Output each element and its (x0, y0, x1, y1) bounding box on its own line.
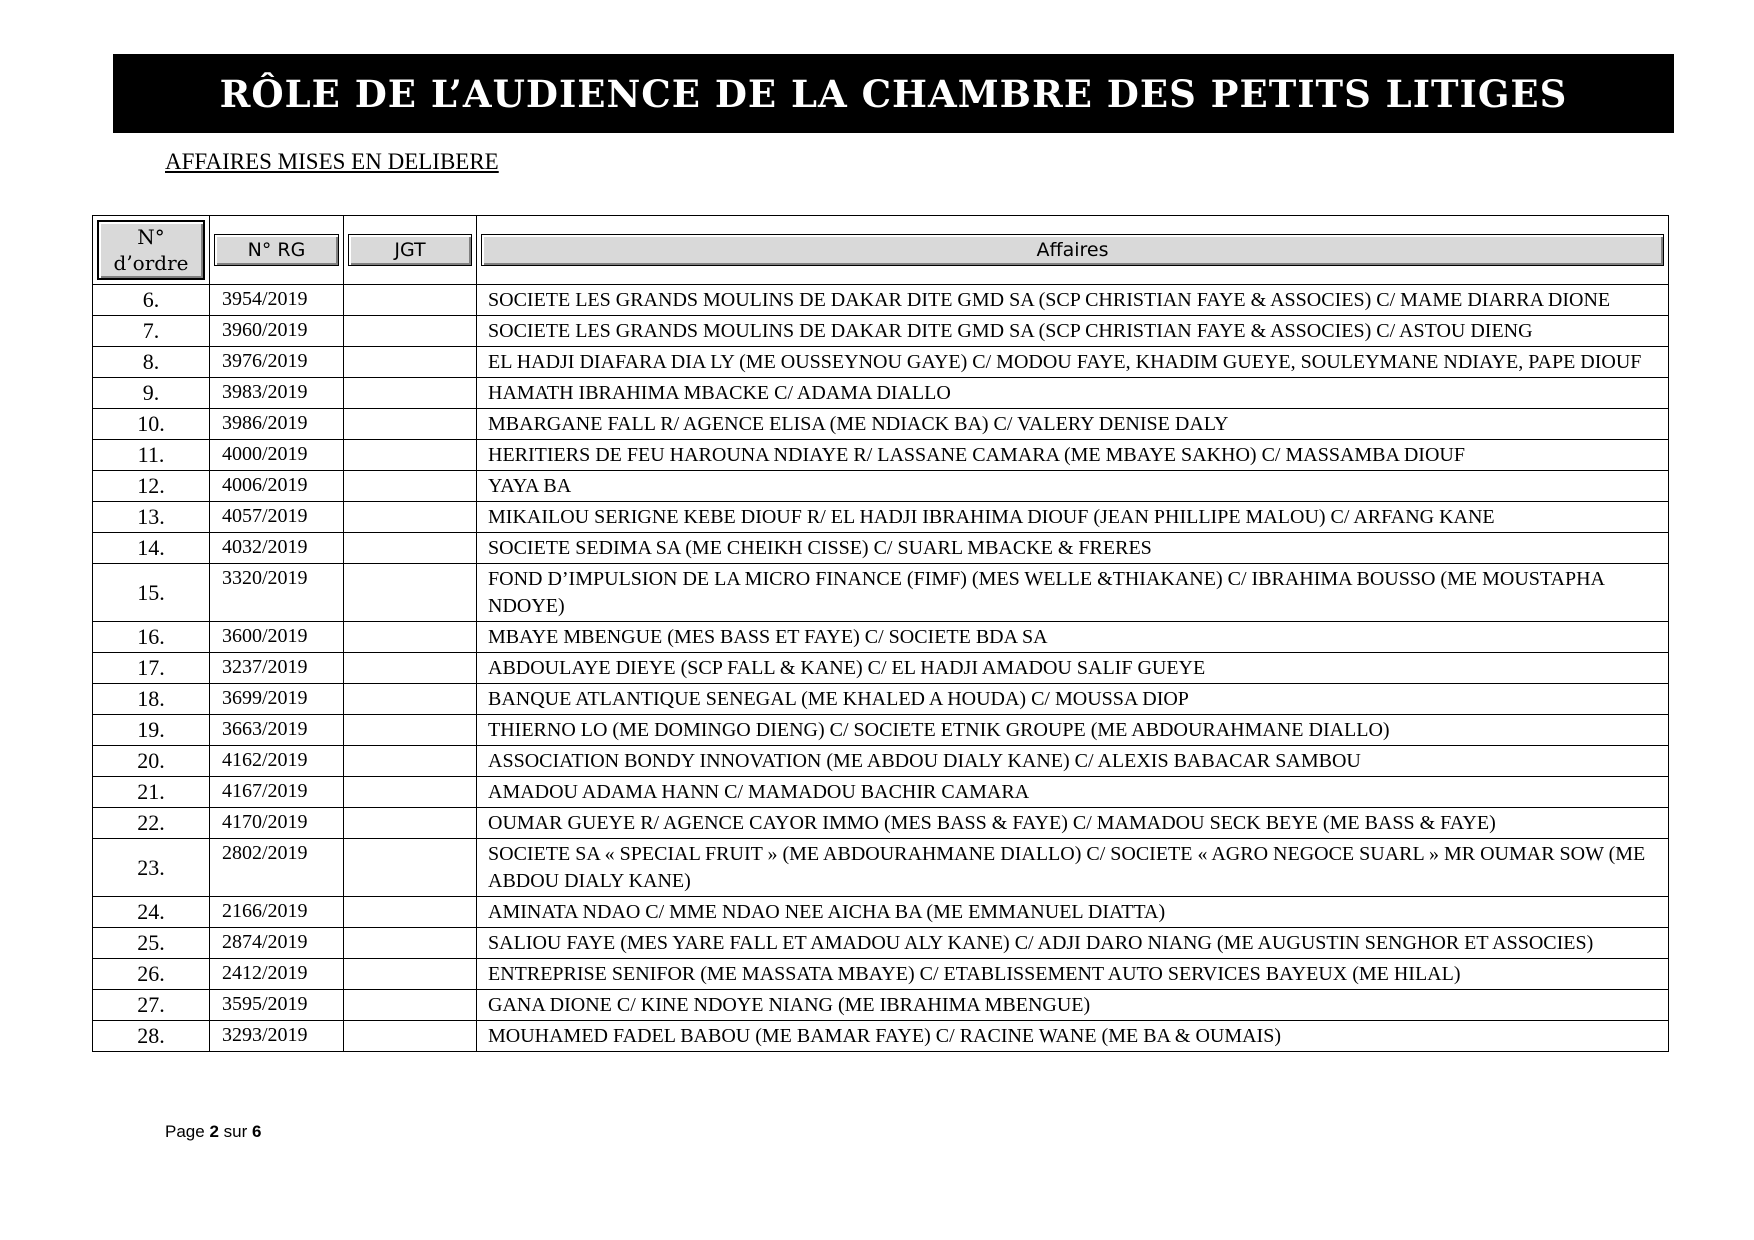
case-jgt (344, 928, 477, 959)
table-row (93, 715, 1669, 746)
case-rg: 3983/2019 (210, 378, 344, 409)
case-rg: 4000/2019 (210, 440, 344, 471)
case-jgt (344, 285, 477, 316)
page-total: 6 (252, 1122, 262, 1141)
case-parties: SOCIETE LES GRANDS MOULINS DE DAKAR DITE GMD SA (SCP CHRISTIAN FAYE & ASSOCIES) C/ MAME DIARRA DIONE (477, 285, 1669, 316)
case-jgt (344, 564, 477, 622)
case-jgt (344, 622, 477, 653)
case-jgt (344, 746, 477, 777)
case-number: 16. (93, 622, 210, 653)
table-row (93, 928, 1669, 959)
case-number: 12. (93, 471, 210, 502)
case-rg: 2166/2019 (210, 897, 344, 928)
case-number: 21. (93, 777, 210, 808)
case-parties: AMINATA NDAO C/ MME NDAO NEE AICHA BA (ME EMMANUEL DIATTA) (477, 897, 1669, 928)
of-label: sur (223, 1122, 248, 1141)
table-row (93, 285, 1669, 316)
case-parties: SALIOU FAYE (MES YARE FALL ET AMADOU ALY KANE) C/ ADJI DARO NIANG (ME AUGUSTIN SENGHOR ET ASSOCIES) (477, 928, 1669, 959)
column-header-ordre: N° d’ordre (97, 220, 205, 280)
case-rg: 4057/2019 (210, 502, 344, 533)
case-number: 20. (93, 746, 210, 777)
case-number: 11. (93, 440, 210, 471)
case-rg: 3293/2019 (210, 1021, 344, 1052)
section-title: AFFAIRES MISES EN DELIBERE (165, 149, 499, 174)
case-rg: 3976/2019 (210, 347, 344, 378)
table-row (93, 316, 1669, 347)
table-row (93, 533, 1669, 564)
header-cell-rg (210, 216, 344, 285)
case-jgt (344, 715, 477, 746)
case-rg: 2874/2019 (210, 928, 344, 959)
page-footer (165, 1122, 261, 1142)
case-rg: 2802/2019 (210, 839, 344, 897)
case-parties: FOND D’IMPULSION DE LA MICRO FINANCE (FIMF) (MES WELLE &THIAKANE) C/ IBRAHIMA BOUSSO (ME MOUSTAPHA NDOYE) (477, 564, 1669, 622)
table-row (93, 808, 1669, 839)
table-row (93, 440, 1669, 471)
case-rg: 3954/2019 (210, 285, 344, 316)
case-number: 22. (93, 808, 210, 839)
case-number: 6. (93, 285, 210, 316)
case-number: 10. (93, 409, 210, 440)
table-row (93, 564, 1669, 622)
case-parties: MBAYE MBENGUE (MES BASS ET FAYE) C/ SOCIETE BDA SA (477, 622, 1669, 653)
table-row (93, 897, 1669, 928)
case-rg: 4032/2019 (210, 533, 344, 564)
case-jgt (344, 378, 477, 409)
case-rg: 4167/2019 (210, 777, 344, 808)
case-number: 8. (93, 347, 210, 378)
case-parties: ABDOULAYE DIEYE (SCP FALL & KANE) C/ EL HADJI AMADOU SALIF GUEYE (477, 653, 1669, 684)
case-jgt (344, 897, 477, 928)
case-jgt (344, 533, 477, 564)
cases-table (92, 215, 1669, 1052)
case-parties: MIKAILOU SERIGNE KEBE DIOUF R/ EL HADJI IBRAHIMA DIOUF (JEAN PHILLIPE MALOU) C/ ARFANG KANE (477, 502, 1669, 533)
case-parties: EL HADJI DIAFARA DIA LY (ME OUSSEYNOU GAYE) C/ MODOU FAYE, KHADIM GUEYE, SOULEYMANE NDIAYE, PAPE DIOUF (477, 347, 1669, 378)
case-rg: 4170/2019 (210, 808, 344, 839)
case-number: 28. (93, 1021, 210, 1052)
column-header-affaires: Affaires (481, 234, 1664, 266)
case-jgt (344, 959, 477, 990)
case-jgt (344, 409, 477, 440)
case-jgt (344, 316, 477, 347)
case-number: 7. (93, 316, 210, 347)
table-header-row (93, 216, 1669, 285)
case-rg: 3663/2019 (210, 715, 344, 746)
table-row (93, 622, 1669, 653)
case-parties: SOCIETE SA « SPECIAL FRUIT » (ME ABDOURAHMANE DIALLO) C/ SOCIETE « AGRO NEGOCE SUARL » MR OUMAR SOW (ME ABDOU DIALY KANE) (477, 839, 1669, 897)
case-jgt (344, 777, 477, 808)
case-parties: HERITIERS DE FEU HAROUNA NDIAYE R/ LASSANE CAMARA (ME MBAYE SAKHO) C/ MASSAMBA DIOUF (477, 440, 1669, 471)
case-jgt (344, 839, 477, 897)
case-parties: ASSOCIATION BONDY INNOVATION (ME ABDOU DIALY KANE) C/ ALEXIS BABACAR SAMBOU (477, 746, 1669, 777)
case-rg: 3699/2019 (210, 684, 344, 715)
case-rg: 3320/2019 (210, 564, 344, 622)
header-cell-jgt (344, 216, 477, 285)
table-row (93, 653, 1669, 684)
case-jgt (344, 990, 477, 1021)
case-number: 27. (93, 990, 210, 1021)
case-parties: SOCIETE SEDIMA SA (ME CHEIKH CISSE) C/ SUARL MBACKE & FRERES (477, 533, 1669, 564)
case-jgt (344, 502, 477, 533)
table-row (93, 684, 1669, 715)
table-row (93, 990, 1669, 1021)
case-jgt (344, 1021, 477, 1052)
case-number: 19. (93, 715, 210, 746)
table-row (93, 777, 1669, 808)
table-row (93, 959, 1669, 990)
title-banner (113, 54, 1674, 133)
case-parties: YAYA BA (477, 471, 1669, 502)
case-number: 14. (93, 533, 210, 564)
case-parties: GANA DIONE C/ KINE NDOYE NIANG (ME IBRAHIMA MBENGUE) (477, 990, 1669, 1021)
case-number: 18. (93, 684, 210, 715)
case-rg: 4162/2019 (210, 746, 344, 777)
case-rg: 2412/2019 (210, 959, 344, 990)
case-jgt (344, 684, 477, 715)
case-parties: HAMATH IBRAHIMA MBACKE C/ ADAMA DIALLO (477, 378, 1669, 409)
case-jgt (344, 653, 477, 684)
table-row (93, 471, 1669, 502)
case-jgt (344, 471, 477, 502)
case-parties: SOCIETE LES GRANDS MOULINS DE DAKAR DITE GMD SA (SCP CHRISTIAN FAYE & ASSOCIES) C/ ASTOU DIENG (477, 316, 1669, 347)
case-parties: OUMAR GUEYE R/ AGENCE CAYOR IMMO (MES BASS & FAYE) C/ MAMADOU SECK BEYE (ME BASS & FAYE) (477, 808, 1669, 839)
case-number: 15. (93, 564, 210, 622)
case-number: 25. (93, 928, 210, 959)
case-jgt (344, 440, 477, 471)
page-current: 2 (209, 1122, 219, 1141)
case-jgt (344, 808, 477, 839)
case-number: 17. (93, 653, 210, 684)
case-rg: 3600/2019 (210, 622, 344, 653)
case-rg: 3237/2019 (210, 653, 344, 684)
table-row (93, 347, 1669, 378)
column-header-rg: N° RG (214, 234, 339, 266)
case-number: 26. (93, 959, 210, 990)
case-rg: 3960/2019 (210, 316, 344, 347)
case-parties: THIERNO LO (ME DOMINGO DIENG) C/ SOCIETE ETNIK GROUPE (ME ABDOURAHMANE DIALLO) (477, 715, 1669, 746)
case-parties: ENTREPRISE SENIFOR (ME MASSATA MBAYE) C/ ETABLISSEMENT AUTO SERVICES BAYEUX (ME HILAL) (477, 959, 1669, 990)
case-number: 9. (93, 378, 210, 409)
table-row (93, 746, 1669, 777)
case-number: 13. (93, 502, 210, 533)
table-row (93, 409, 1669, 440)
case-parties: AMADOU ADAMA HANN C/ MAMADOU BACHIR CAMARA (477, 777, 1669, 808)
case-number: 23. (93, 839, 210, 897)
case-rg: 4006/2019 (210, 471, 344, 502)
header-cell-affaires (477, 216, 1669, 285)
case-rg: 3595/2019 (210, 990, 344, 1021)
case-parties: BANQUE ATLANTIQUE SENEGAL (ME KHALED A HOUDA) C/ MOUSSA DIOP (477, 684, 1669, 715)
header-cell-ordre (93, 216, 210, 285)
column-header-jgt: JGT (348, 234, 472, 266)
case-parties: MOUHAMED FADEL BABOU (ME BAMAR FAYE) C/ RACINE WANE (ME BA & OUMAIS) (477, 1021, 1669, 1052)
table-row (93, 502, 1669, 533)
table-row (93, 378, 1669, 409)
table-row (93, 839, 1669, 897)
case-number: 24. (93, 897, 210, 928)
case-rg: 3986/2019 (210, 409, 344, 440)
case-jgt (344, 347, 477, 378)
table-row (93, 1021, 1669, 1052)
page-title: RÔLE DE L’AUDIENCE DE LA CHAMBRE DES PETITS LITIGES (219, 71, 1568, 116)
page-label: Page (165, 1122, 205, 1141)
case-parties: MBARGANE FALL R/ AGENCE ELISA (ME NDIACK BA) C/ VALERY DENISE DALY (477, 409, 1669, 440)
